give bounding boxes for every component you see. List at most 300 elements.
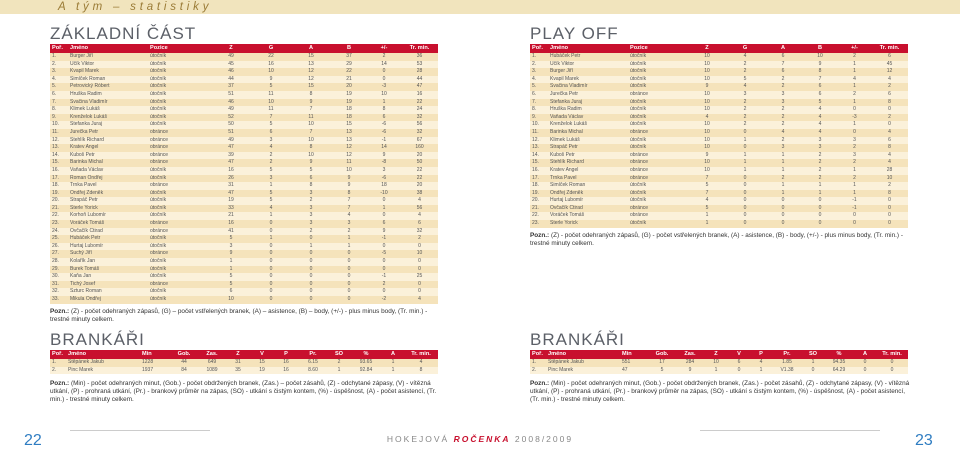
table-row	[530, 91, 908, 99]
table-cell: 0	[726, 182, 764, 190]
table-cell: 0	[251, 273, 291, 281]
table-cell: útočník	[628, 99, 688, 107]
table-cell: útočník	[628, 190, 688, 198]
table-cell: 11.	[50, 129, 68, 137]
column-header: A	[764, 44, 802, 53]
table-cell: útočník	[148, 205, 211, 213]
table-cell: obránce	[148, 129, 211, 137]
table-cell: 13.	[530, 144, 548, 152]
table-cell: 12	[331, 152, 367, 160]
table-cell: -1	[838, 205, 871, 213]
table-cell: 10	[251, 68, 291, 76]
table-cell: 2.	[50, 61, 68, 69]
table-cell: 13	[331, 129, 367, 137]
table-cell: 7	[291, 106, 331, 114]
table-cell: 3	[291, 212, 331, 220]
table-cell: 44	[211, 76, 251, 84]
playoff-title: PLAY OFF	[530, 24, 619, 43]
table-cell: 6.	[530, 91, 548, 99]
table-cell: 6	[367, 220, 401, 228]
table-cell: Hruška Radim	[548, 106, 628, 114]
table-cell: útočník	[628, 53, 688, 61]
table-cell: 3	[726, 91, 764, 99]
table-cell: 2	[726, 61, 764, 69]
table-cell: 3.	[530, 68, 548, 76]
table-cell: Ondřej Zdeněk	[68, 190, 148, 198]
table-cell: Burek Tomáš	[68, 266, 148, 274]
table-row	[530, 359, 908, 367]
table-cell: 8	[367, 106, 401, 114]
table-cell: 0	[401, 258, 438, 266]
table-cell: 3	[291, 205, 331, 213]
table-cell: 6	[291, 175, 331, 183]
table-cell: 2	[764, 106, 802, 114]
table-cell: 5	[726, 76, 764, 84]
table-cell: Ondřej Zdeněk	[548, 190, 628, 198]
table-row	[50, 91, 438, 99]
footer-rule-right	[700, 430, 880, 431]
table-cell: 45	[211, 61, 251, 69]
table-cell: 2.	[50, 367, 66, 375]
table-cell: 0	[726, 190, 764, 198]
table-cell: 0	[838, 106, 871, 114]
table-cell: 7.	[530, 99, 548, 107]
footer-pre: HOKEJOVÁ	[386, 434, 454, 444]
table-cell: 6	[764, 53, 802, 61]
table-cell: 0	[367, 258, 401, 266]
table-cell: 1	[838, 61, 871, 69]
column-header: Tr. min.	[876, 350, 908, 359]
column-header: P	[274, 350, 298, 359]
table-row	[50, 266, 438, 274]
table-cell: 7.	[50, 99, 68, 107]
table-row	[50, 99, 438, 107]
column-header: Jméno	[548, 44, 628, 53]
column-header: V	[728, 350, 750, 359]
table-cell: 15	[291, 83, 331, 91]
table-cell: útočník	[148, 288, 211, 296]
table-cell: 5	[688, 182, 726, 190]
table-cell: útočník	[148, 91, 211, 99]
table-cell: 47	[401, 83, 438, 91]
table-cell: 9	[802, 61, 838, 69]
table-cell: 1.85	[772, 359, 802, 367]
table-row	[50, 106, 438, 114]
column-header: Poř.	[50, 350, 66, 359]
column-header: B	[802, 44, 838, 53]
table-cell: 64.29	[824, 367, 854, 375]
table-cell: 11	[291, 114, 331, 122]
table-cell: 1	[802, 182, 838, 190]
table-cell: 5	[251, 167, 291, 175]
table-cell: 16	[211, 167, 251, 175]
column-header: Zas.	[676, 350, 704, 359]
table-cell: 1	[382, 367, 404, 375]
table-cell: 53	[401, 61, 438, 69]
table-cell: 11	[251, 91, 291, 99]
table-cell: 5	[211, 273, 251, 281]
table-cell: 0	[838, 220, 871, 228]
table-cell: 1	[726, 167, 764, 175]
table-cell: 51	[211, 129, 251, 137]
table-cell: 4	[688, 197, 726, 205]
table-cell: 17.	[50, 175, 68, 183]
table-cell: 4	[838, 76, 871, 84]
note-text: (Min) - počet odehraných minut, (Gob.) - počet obdržených branek, (Zas.) - počet zásahů, (Z) - odchytané zápasy, (V) - vítězná utkání, (P) - prohraná utkání, (Pr.) - brankový průměr na zápas, (SO) - utkání s čistým kontem, (%) - úspěšnost, (A) - počet asistencí, (Tr. min.) - trestné minuty celkem.	[530, 380, 910, 403]
table-cell: 649	[198, 359, 226, 367]
table-cell: 6	[367, 114, 401, 122]
table-cell: 10	[688, 61, 726, 69]
table-cell: 1.	[50, 53, 68, 61]
column-header: Gob.	[648, 350, 676, 359]
goalies-note-right	[530, 380, 910, 404]
table-cell: 52	[211, 114, 251, 122]
table-cell: 15.	[530, 159, 548, 167]
column-header: Min	[140, 350, 170, 359]
table-cell: 8.	[530, 106, 548, 114]
table-cell: Barinka Michal	[548, 129, 628, 137]
table-row	[530, 76, 908, 84]
table-cell: -10	[367, 190, 401, 198]
table-cell: Voráček Tomáš	[548, 212, 628, 220]
table-cell: 0	[251, 250, 291, 258]
table-cell: útočník	[148, 266, 211, 274]
table-cell: útočník	[148, 197, 211, 205]
footer-title	[0, 434, 960, 444]
table-cell: 284	[676, 359, 704, 367]
table-row	[50, 167, 438, 175]
table-cell: 6	[802, 83, 838, 91]
table-cell: 12.	[50, 137, 68, 145]
table-cell: 0	[291, 288, 331, 296]
table-cell: 7	[688, 175, 726, 183]
table-cell: obránce	[628, 175, 688, 183]
table-cell: útočník	[148, 212, 211, 220]
table-cell: 4	[404, 359, 438, 367]
table-cell: 2	[764, 76, 802, 84]
table-cell: 9	[688, 83, 726, 91]
basic-season-note	[50, 308, 440, 324]
table-cell: 22	[401, 175, 438, 183]
table-row	[530, 83, 908, 91]
table-row	[530, 367, 908, 375]
table-cell: 1.	[530, 53, 548, 61]
table-cell: obránce	[148, 152, 211, 160]
table-cell: Štefanka Juraj	[548, 99, 628, 107]
table-cell: Szturc Roman	[68, 288, 148, 296]
table-cell: útočník	[628, 197, 688, 205]
table-row	[50, 258, 438, 266]
table-cell: 1	[838, 167, 871, 175]
table-cell: 49	[211, 53, 251, 61]
table-cell: útočník	[628, 220, 688, 228]
table-cell: 1	[838, 99, 871, 107]
table-cell: 1	[764, 152, 802, 160]
table-cell: 5	[291, 167, 331, 175]
table-cell: 4	[871, 129, 908, 137]
column-header: SO	[802, 350, 824, 359]
table-cell: 18	[331, 114, 367, 122]
table-cell: 12	[291, 76, 331, 84]
table-cell: obránce	[628, 167, 688, 175]
table-cell: 2	[838, 91, 871, 99]
table-cell: 10	[291, 121, 331, 129]
table-cell: obránce	[628, 152, 688, 160]
table-cell: 5	[802, 99, 838, 107]
table-cell: 4	[251, 205, 291, 213]
table-cell: Štěpánek Jakub	[66, 359, 140, 367]
table-cell: 6	[211, 288, 251, 296]
table-cell: 0	[871, 106, 908, 114]
table-cell: 2	[871, 114, 908, 122]
table-cell: 12	[291, 68, 331, 76]
table-cell: 19	[211, 197, 251, 205]
table-cell: 2	[871, 182, 908, 190]
column-header: Jméno	[66, 350, 140, 359]
table-cell: útočník	[628, 121, 688, 129]
table-cell: 8.60	[298, 367, 328, 375]
basic-season-table	[50, 44, 438, 304]
table-cell: 67	[401, 137, 438, 145]
table-cell: Jurečka Petr	[68, 129, 148, 137]
column-header: Tr. min.	[871, 44, 908, 53]
table-cell: -1	[838, 197, 871, 205]
column-header: G	[726, 44, 764, 53]
table-cell: 20	[401, 182, 438, 190]
table-cell: 0	[401, 266, 438, 274]
table-cell: 0	[251, 258, 291, 266]
table-cell: 45	[871, 61, 908, 69]
table-cell: 0	[764, 205, 802, 213]
table-cell: 16	[401, 91, 438, 99]
table-cell: 4	[750, 359, 772, 367]
table-cell: 0	[401, 243, 438, 251]
column-header: Pr.	[298, 350, 328, 359]
table-row	[50, 250, 438, 258]
table-cell: 1	[838, 68, 871, 76]
table-cell: 10	[688, 76, 726, 84]
table-cell: 1937	[140, 367, 170, 375]
table-cell: útočník	[628, 144, 688, 152]
table-cell: 12.	[530, 137, 548, 145]
table-cell: 2.	[530, 367, 546, 375]
table-row	[530, 182, 908, 190]
table-cell: 15	[250, 359, 274, 367]
table-cell: -1	[367, 137, 401, 145]
table-row	[50, 205, 438, 213]
table-cell: 37	[211, 83, 251, 91]
table-row	[50, 121, 438, 129]
column-header: Tr. min.	[404, 350, 438, 359]
table-cell: útočník	[148, 190, 211, 198]
table-cell: 21	[211, 212, 251, 220]
table-cell: 4	[331, 212, 367, 220]
table-cell: 3	[291, 220, 331, 228]
table-cell: 5	[648, 367, 676, 375]
table-cell: 18.	[50, 182, 68, 190]
table-cell: 9	[331, 182, 367, 190]
table-cell: 8	[404, 367, 438, 375]
table-cell: 50	[401, 159, 438, 167]
table-cell: 22.	[530, 212, 548, 220]
table-cell: obránce	[148, 228, 211, 236]
note-key: Pozn.:	[50, 308, 70, 315]
table-row	[530, 190, 908, 198]
table-cell: 0	[726, 220, 764, 228]
column-header: Min	[620, 350, 648, 359]
table-cell: útočník	[148, 83, 211, 91]
table-cell: Suchý Jiří	[68, 250, 148, 258]
table-cell: 6	[871, 91, 908, 99]
table-cell: 2	[401, 235, 438, 243]
table-cell: 3	[764, 99, 802, 107]
table-row	[50, 273, 438, 281]
table-cell: 47	[211, 190, 251, 198]
table-cell: 2	[367, 53, 401, 61]
table-cell: 0	[871, 121, 908, 129]
table-cell: Burger Jiří	[68, 53, 148, 61]
table-cell: 0	[367, 243, 401, 251]
table-cell: obránce	[148, 137, 211, 145]
table-cell: 46	[211, 99, 251, 107]
table-cell: obránce	[628, 129, 688, 137]
table-cell: útočník	[628, 137, 688, 145]
table-cell: 7	[802, 76, 838, 84]
table-row	[50, 159, 438, 167]
table-cell: 0	[726, 197, 764, 205]
table-cell: 6	[764, 68, 802, 76]
table-cell: útočník	[148, 76, 211, 84]
table-cell: Pinc Marek	[66, 367, 140, 375]
table-cell: 0	[726, 175, 764, 183]
table-row	[50, 228, 438, 236]
table-cell: 5	[251, 121, 291, 129]
table-cell: 2.	[530, 61, 548, 69]
table-cell: 0	[251, 288, 291, 296]
table-row	[50, 281, 438, 289]
table-cell: 4	[401, 197, 438, 205]
table-cell: 0	[331, 258, 367, 266]
table-cell: 1.	[530, 359, 546, 367]
table-cell: 10	[401, 250, 438, 258]
table-cell: 18	[367, 182, 401, 190]
table-cell: 10	[331, 167, 367, 175]
table-cell: Trnka Pavel	[68, 182, 148, 190]
table-row	[50, 76, 438, 84]
table-cell: 2	[838, 53, 871, 61]
table-cell: Tichý Josef	[68, 281, 148, 289]
table-cell: 5	[211, 235, 251, 243]
table-cell: 8	[871, 190, 908, 198]
column-header: Pozice	[148, 44, 211, 53]
table-cell: 0	[871, 220, 908, 228]
table-cell: -8	[367, 159, 401, 167]
table-cell: obránce	[148, 281, 211, 289]
table-cell: 28	[871, 167, 908, 175]
table-cell: 10	[688, 68, 726, 76]
table-cell: 21.	[530, 205, 548, 213]
table-cell: 2	[726, 121, 764, 129]
table-cell: 94.35	[824, 359, 854, 367]
table-cell: útočník	[628, 68, 688, 76]
table-row	[530, 106, 908, 114]
table-cell: 2	[726, 106, 764, 114]
table-cell: Šimíček Roman	[68, 76, 148, 84]
table-cell: 1	[726, 152, 764, 160]
table-cell: 56	[401, 205, 438, 213]
table-cell: 2	[802, 152, 838, 160]
table-cell: 4	[802, 121, 838, 129]
table-cell: 32	[401, 129, 438, 137]
table-row	[530, 144, 908, 152]
table-cell: 0	[291, 266, 331, 274]
table-cell: 21.	[50, 205, 68, 213]
table-cell: 31.	[50, 281, 68, 289]
table-cell: 6	[871, 53, 908, 61]
table-cell: 8	[291, 91, 331, 99]
table-cell: 0	[331, 296, 367, 304]
table-cell: 19.	[530, 190, 548, 198]
table-cell: 8	[331, 190, 367, 198]
table-cell: 1	[367, 99, 401, 107]
table-cell: 8	[291, 144, 331, 152]
table-cell: 47	[620, 367, 648, 375]
table-cell: 1	[382, 359, 404, 367]
table-cell: Stehlík Richard	[68, 137, 148, 145]
table-cell: 3	[764, 144, 802, 152]
note-text: (Z) - počet odehraných zápasů, (G) – počet vstřelených branek, (A) – asistence, (B) – body, (+/-) - plus minus body, (Tr. min.) - trestné minuty celkem.	[50, 308, 428, 323]
table-cell: 28.	[50, 258, 68, 266]
table-cell: -1	[367, 235, 401, 243]
table-cell: 9	[367, 228, 401, 236]
table-cell: 1	[838, 121, 871, 129]
table-row	[530, 197, 908, 205]
table-row	[50, 212, 438, 220]
column-header: +/-	[838, 44, 871, 53]
table-cell: Vaňada Václav	[68, 167, 148, 175]
table-cell: 0	[876, 359, 908, 367]
table-row	[50, 190, 438, 198]
table-cell: 0	[726, 144, 764, 152]
table-cell: 25	[401, 273, 438, 281]
note-key: Pozn.:	[530, 380, 550, 387]
table-cell: 2	[871, 83, 908, 91]
table-cell: 2	[251, 152, 291, 160]
table-cell: Barinka Michal	[68, 159, 148, 167]
column-header: Jméno	[68, 44, 148, 53]
table-cell: 18.	[530, 182, 548, 190]
table-cell: 19	[331, 91, 367, 99]
table-cell: 10	[688, 53, 726, 61]
table-cell: 0	[838, 212, 871, 220]
table-cell: 0	[291, 258, 331, 266]
basic-season-title: ZÁKLADNÍ ČÁST	[50, 24, 197, 43]
table-cell: Hurtaj Lubomír	[68, 243, 148, 251]
table-cell: Roman Ondřej	[68, 175, 148, 183]
table-cell: 20.	[50, 197, 68, 205]
table-cell: 2	[251, 159, 291, 167]
table-cell: 13.	[50, 144, 68, 152]
table-cell: Klimek Lukáš	[548, 137, 628, 145]
table-cell: Kratev Angel	[548, 167, 628, 175]
table-cell: 93.65	[350, 359, 382, 367]
table-cell: 10	[688, 137, 726, 145]
table-cell: 2	[838, 159, 871, 167]
table-cell: 6.	[50, 91, 68, 99]
table-cell: Kvapil Marek	[548, 76, 628, 84]
table-cell: 19.	[50, 190, 68, 198]
table-cell: 33	[211, 205, 251, 213]
